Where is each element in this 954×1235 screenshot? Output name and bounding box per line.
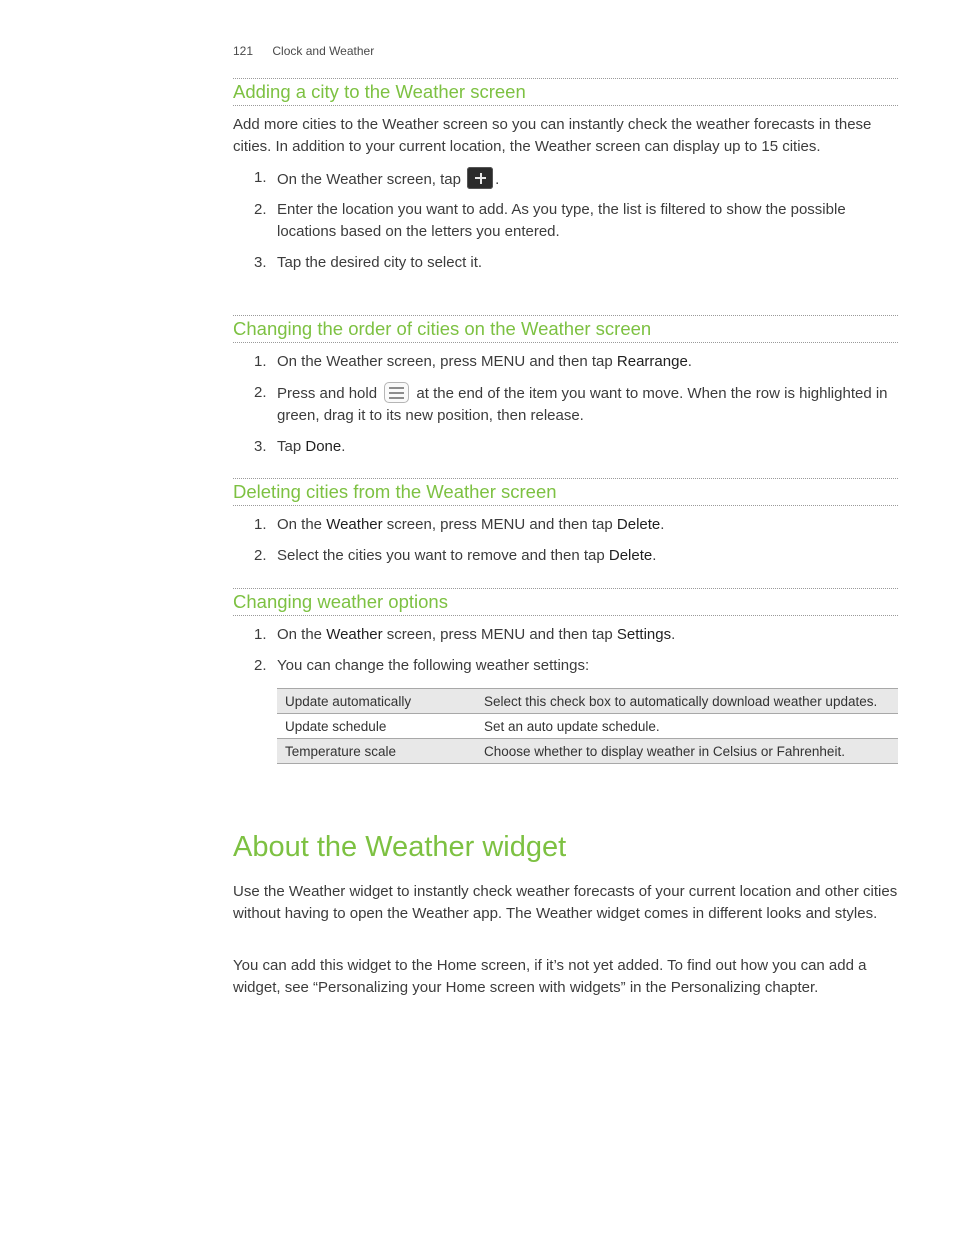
list-item: [233, 167, 898, 191]
ui-term-settings: Settings: [616, 626, 672, 643]
setting-name: Update automatically: [285, 694, 412, 709]
step-list: [233, 351, 898, 458]
setting-description: Choose whether to display weather in Celsius or Fahrenheit.: [484, 744, 845, 759]
widget-paragraph-2: You can add this widget to the Home screen, if it’s not yet added. To find out how you can add a widget, see “Personalizing your Home screen with widgets” in the Personalizing chapter.: [233, 957, 867, 996]
step-list: [233, 624, 898, 677]
step-text: .: [495, 171, 500, 188]
list-item: [233, 514, 898, 536]
section-weather-options: [233, 588, 898, 677]
section-deleting-cities: [233, 478, 898, 567]
setting-name: Update schedule: [285, 719, 387, 734]
list-item: [233, 436, 898, 458]
list-item: [233, 199, 898, 243]
section-title: Adding a city to the Weather screen: [233, 78, 898, 106]
step-text: .: [687, 353, 692, 370]
step-text: .: [652, 547, 657, 564]
ui-term-weather: Weather: [326, 626, 383, 643]
step-number: 2.: [254, 547, 267, 564]
table-row: [277, 689, 898, 714]
step-text: at the end of the item you want to move. When the row is highlighted in green, drag it to its new position, then release.: [277, 385, 888, 424]
add-plus-icon: [467, 167, 493, 189]
step-number: 3.: [254, 254, 267, 271]
list-item: [233, 655, 898, 677]
weather-settings-table: [277, 688, 898, 764]
section-title: Changing the order of cities on the Weather screen: [233, 315, 898, 343]
section-title: Changing weather options: [233, 588, 898, 616]
step-list: [233, 167, 898, 274]
step-list: [233, 514, 898, 567]
step-text: Tap the desired city to select it.: [277, 254, 483, 271]
widget-paragraph-1: Use the Weather widget to instantly check weather forecasts of your current location and other cities without having to open the Weather app. The Weather widget comes in different looks and styles.: [233, 883, 898, 922]
section-title: Deleting cities from the Weather screen: [233, 478, 898, 506]
step-text: You can change the following weather settings:: [277, 657, 590, 674]
step-text: Enter the location you want to add. As you type, the list is filtered to show the possible locations based on the letters you entered.: [277, 201, 846, 240]
list-item: [233, 545, 898, 567]
list-item: [233, 624, 898, 646]
step-number: 1.: [254, 626, 267, 643]
step-text: On the Weather screen, press MENU and then tap: [277, 353, 617, 370]
step-text: .: [671, 626, 676, 643]
step-number: 2.: [254, 657, 267, 674]
step-text: Select the cities you want to remove and then tap: [277, 547, 609, 564]
step-text: screen, press MENU and then tap: [382, 516, 617, 533]
step-number: 1.: [254, 353, 267, 370]
step-number: 2.: [254, 384, 267, 401]
ui-term-weather: Weather: [326, 516, 383, 533]
step-text: .: [341, 438, 346, 455]
step-text: On the: [277, 516, 327, 533]
page-number: 121: [233, 44, 254, 58]
table-row: [277, 714, 898, 739]
ui-term-delete: Delete: [616, 516, 661, 533]
chapter-name: Clock and Weather: [272, 44, 375, 58]
step-number: 1.: [254, 516, 267, 533]
setting-description: Select this check box to automatically download weather updates.: [484, 694, 878, 709]
widget-heading: About the Weather widget: [233, 831, 567, 863]
section-adding-city: [233, 78, 898, 274]
step-text: Press and hold: [277, 385, 378, 402]
ui-term-delete: Delete: [608, 547, 653, 564]
step-number: 1.: [254, 169, 267, 186]
setting-name: Temperature scale: [285, 744, 397, 759]
table-row: [277, 739, 898, 764]
step-number: 2.: [254, 201, 267, 218]
ui-term-rearrange: Rearrange: [616, 353, 688, 370]
step-text: On the Weather screen, tap: [277, 171, 461, 188]
list-item: [233, 252, 898, 274]
setting-description: Set an auto update schedule.: [484, 719, 660, 734]
step-text: screen, press MENU and then tap: [382, 626, 617, 643]
list-item: [233, 351, 898, 373]
step-text: Tap: [277, 438, 306, 455]
running-header: [233, 44, 374, 58]
section-change-order: [233, 315, 898, 458]
list-item: [233, 382, 898, 427]
step-number: 3.: [254, 438, 267, 455]
drag-handle-icon: [384, 382, 409, 403]
ui-term-done: Done: [305, 438, 342, 455]
section-intro: Add more cities to the Weather screen so you can instantly check the weather forecasts in these cities. In addition to your current location, the Weather screen can display up to 15 cities.: [233, 116, 872, 155]
step-text: On the: [277, 626, 327, 643]
step-text: .: [660, 516, 665, 533]
